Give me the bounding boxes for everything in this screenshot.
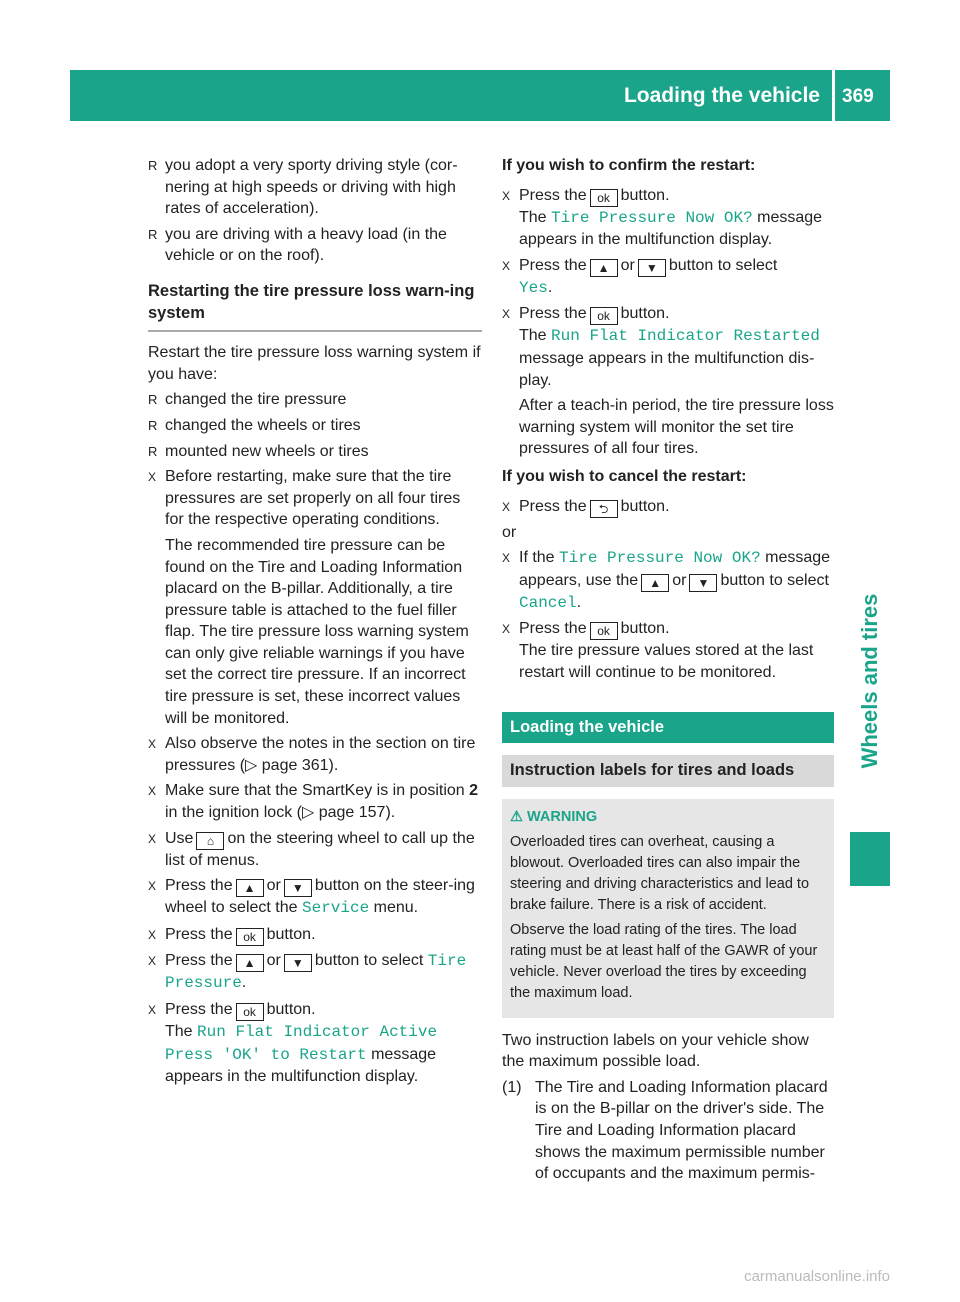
warning-text: Overloaded tires can overheat, causing a blowout. Overloaded tires can also impair the steering and driving characteristics and lead to brake failure. There is a risk of accident. bbox=[510, 833, 810, 913]
section-title: Loading the vehicle bbox=[502, 712, 834, 744]
step: X Use ⌂ on the steering wheel to call up the list of menus. bbox=[148, 829, 475, 869]
left-column bbox=[148, 155, 482, 1092]
numbered-item: (1) The Tire and Loading Information placard is on the B-pillar on the driver's side. The Tire and Loading Information placard shows the maximum permissible number of occupants and the maximum permis- bbox=[502, 1078, 828, 1183]
cancel-heading: If you wish to cancel the restart: bbox=[502, 467, 747, 485]
up-key-icon: ▲ bbox=[641, 574, 669, 592]
step: X Press the ▲ or ▼ button to select Tire Pressure. bbox=[148, 951, 467, 993]
footer-watermark: carmanualsonline.info bbox=[744, 1268, 890, 1285]
down-key-icon: ▼ bbox=[284, 879, 312, 897]
warning-triangle-icon: ⚠ bbox=[510, 808, 523, 825]
up-key-icon: ▲ bbox=[236, 879, 264, 897]
step: X Press the ▲ or ▼ button to select Yes. bbox=[502, 256, 778, 297]
ok-key-icon: ok bbox=[236, 1003, 264, 1021]
header-title: Loading the vehicle bbox=[623, 84, 820, 107]
header-separator bbox=[832, 70, 835, 121]
warning-box bbox=[502, 799, 834, 1018]
step: X Press the ⮌ button. bbox=[502, 497, 670, 516]
labels-intro: Two instruction labels on your vehicle show the maximum possible load. bbox=[502, 1031, 809, 1071]
intro-text: Restart the tire pressure loss warning system if you have: bbox=[148, 344, 481, 383]
step-note: After a teach-in period, the tire pressure loss warning system will monitor the set tire pressures of all four tires. bbox=[519, 397, 834, 458]
page-number: 369 bbox=[842, 86, 874, 107]
step: X Press the ok button. The Run Flat Indicator Active Press 'OK' to Restart message appears in the multifunction display. bbox=[148, 1001, 438, 1086]
subsection-title: Instruction labels for tires and loads bbox=[502, 755, 834, 787]
home-key-icon: ⌂ bbox=[196, 832, 224, 850]
page-header bbox=[70, 70, 890, 121]
ok-key-icon: ok bbox=[590, 622, 618, 640]
list-item: R you are driving with a heavy load (in the vehicle or on the roof). bbox=[148, 225, 447, 265]
down-key-icon: ▼ bbox=[284, 954, 312, 972]
warning-text: Observe the load rating of the tires. The load rating must be at least half of the GAWR of your vehicle. Never overload the tires by exceeding the maximum load. bbox=[510, 921, 818, 1001]
down-key-icon: ▼ bbox=[638, 259, 666, 277]
section-heading: Restarting the tire pressure loss warn-ing system bbox=[148, 281, 482, 332]
warning-title: ⚠ WARNING bbox=[510, 808, 598, 825]
step: X Also observe the notes in the section on tire pressures (▷ page 361). bbox=[148, 735, 476, 774]
step: X Before restarting, make sure that the tire pressures are set properly on all four tires for the respective operating conditions. bbox=[148, 468, 461, 529]
chapter-marker bbox=[850, 832, 890, 886]
up-key-icon: ▲ bbox=[236, 954, 264, 972]
ok-key-icon: ok bbox=[590, 307, 618, 325]
step: X Make sure that the SmartKey is in position 2 in the ignition lock (▷ page 157). bbox=[148, 782, 479, 822]
list-item: R you adopt a very sporty driving style (cor- nering at high speeds or driving with high rates of acceleration). bbox=[148, 157, 458, 218]
step: X Press the ok button. The tire pressure values stored at the last restart will continue to be monitored. bbox=[502, 620, 814, 681]
or-text: or bbox=[502, 523, 517, 541]
confirm-heading: If you wish to confirm the restart: bbox=[502, 157, 756, 174]
step: X Press the ok button. The Tire Pressure Now OK? message appears in the multifunction display. bbox=[502, 186, 823, 249]
step: X Press the ok button. The Run Flat Indicator Restarted message appears in the multifunction dis-play. bbox=[502, 305, 820, 389]
back-key-icon: ⮌ bbox=[590, 500, 618, 518]
list-item: R changed the wheels or tires bbox=[148, 416, 361, 434]
step-note: The recommended tire pressure can be found on the Tire and Loading Information placard on the B-pillar. Additionally, a tire pressure table is attached to the fuel filler flap. The tire pressure loss warning system can only give reliable warnings if you have set the correct tire pressure. If an incorrect tire pressure is set, these incorrect values will be monitored. bbox=[165, 536, 469, 727]
list-item: R mounted new wheels or tires bbox=[148, 442, 369, 460]
list-item: R changed the tire pressure bbox=[148, 391, 347, 409]
chapter-tab-label: Wheels and tires bbox=[857, 593, 882, 769]
up-key-icon: ▲ bbox=[590, 259, 618, 277]
step: X Press the ▲ or ▼ button on the steer-ing wheel to select the Service menu. bbox=[148, 877, 475, 918]
down-key-icon: ▼ bbox=[689, 574, 717, 592]
ok-key-icon: ok bbox=[236, 928, 264, 946]
right-column bbox=[502, 155, 834, 1185]
chapter-tab bbox=[850, 540, 890, 820]
ok-key-icon: ok bbox=[590, 189, 618, 207]
step: X If the Tire Pressure Now OK? message appears, use the ▲ or ▼ button to select Cancel. bbox=[502, 549, 831, 612]
step: X Press the ok button. bbox=[148, 925, 316, 944]
